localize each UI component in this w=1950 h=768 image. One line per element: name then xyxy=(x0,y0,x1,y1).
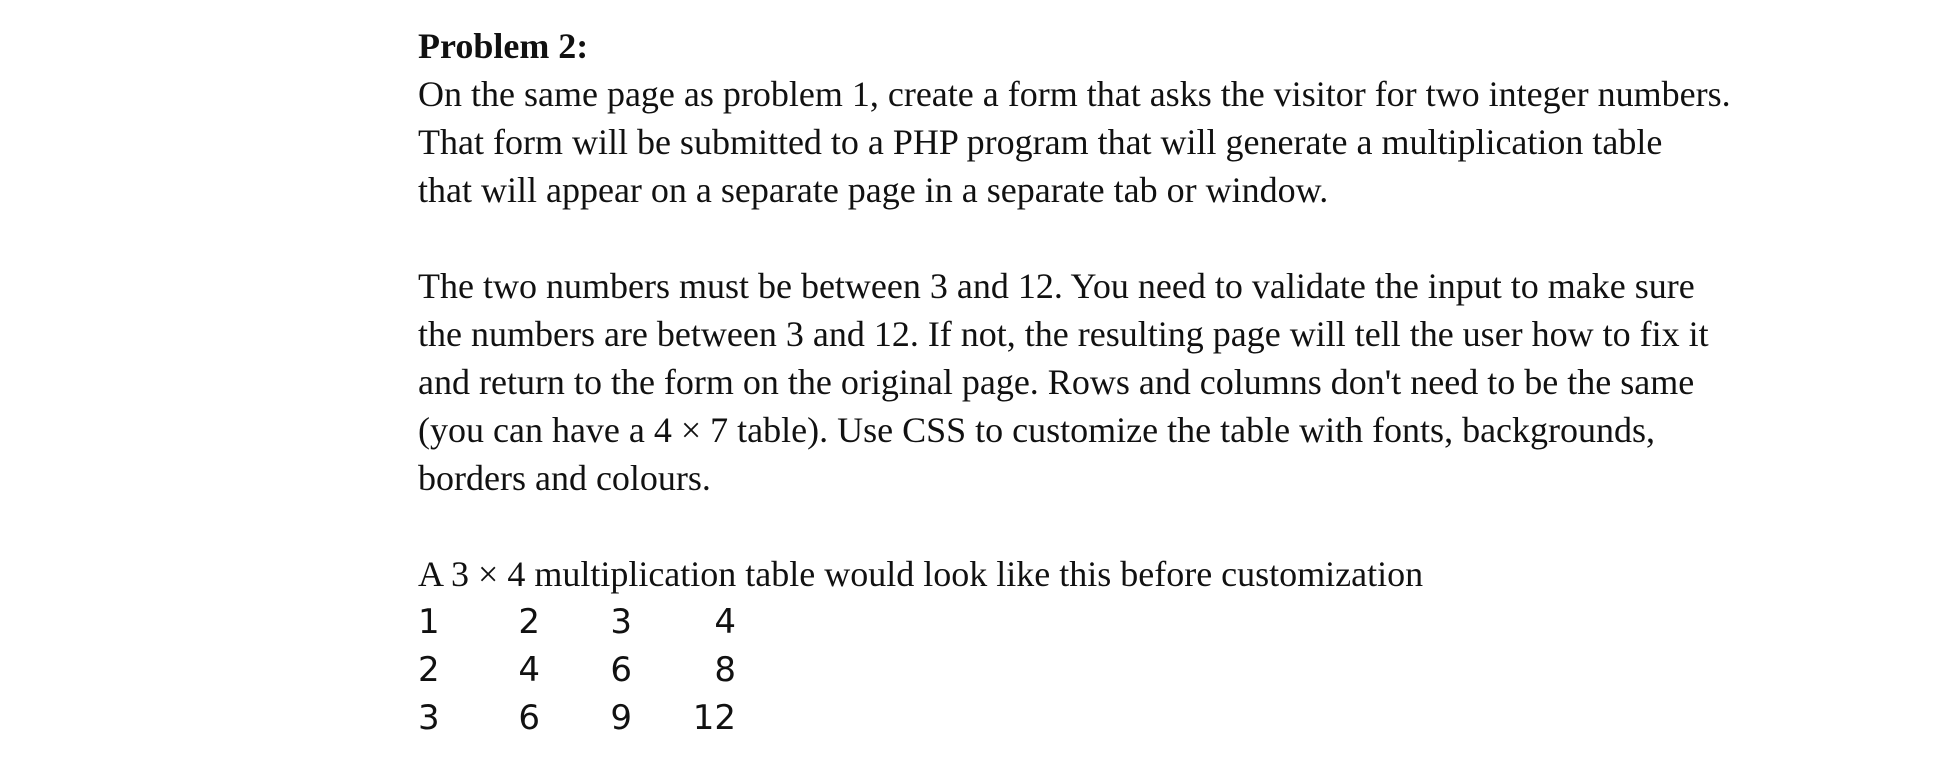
table-cell: 3 xyxy=(418,698,440,738)
table-cell: 3 xyxy=(610,602,632,642)
paragraph-line: the numbers are between 3 and 12. If not, the resulting page will tell the user how to fix it xyxy=(418,314,1709,354)
paragraph-spacer xyxy=(418,502,1818,550)
table-row xyxy=(418,694,736,742)
table-cell: 6 xyxy=(518,698,540,738)
document-body xyxy=(418,22,1818,742)
table-cell: 2 xyxy=(418,650,440,690)
table-cell: 2 xyxy=(518,602,540,642)
paragraph-line: That form will be submitted to a PHP program that will generate a multiplication table xyxy=(418,122,1663,162)
paragraph-line: borders and colours. xyxy=(418,458,711,498)
paragraph-line: that will appear on a separate page in a separate tab or window. xyxy=(418,170,1329,210)
table-cell: 9 xyxy=(610,698,632,738)
paragraph-line: (you can have a 4 × 7 table). Use CSS to customize the table with fonts, backgrounds, xyxy=(418,410,1656,450)
table-row xyxy=(418,646,736,694)
paragraph-validation xyxy=(418,262,1818,502)
table-cell: 6 xyxy=(610,650,632,690)
problem-heading: Problem 2: xyxy=(418,26,589,66)
table-cell: 8 xyxy=(714,650,736,690)
table-intro-text: A 3 × 4 multiplication table would look like this before customization xyxy=(418,554,1424,594)
table-cell: 4 xyxy=(714,602,736,642)
paragraph-instructions xyxy=(418,70,1818,214)
paragraph-line: and return to the form on the original page. Rows and columns don't need to be the same xyxy=(418,362,1695,402)
paragraph-spacer xyxy=(418,214,1818,262)
paragraph-line: The two numbers must be between 3 and 12. You need to validate the input to make sure xyxy=(418,266,1695,306)
table-cell: 4 xyxy=(518,650,540,690)
table-cell: 12 xyxy=(692,698,736,738)
table-row xyxy=(418,598,736,646)
table-cell: 1 xyxy=(418,602,440,642)
paragraph-line: On the same page as problem 1, create a form that asks the visitor for two integer numbers. xyxy=(418,74,1731,114)
multiplication-table xyxy=(418,598,736,742)
